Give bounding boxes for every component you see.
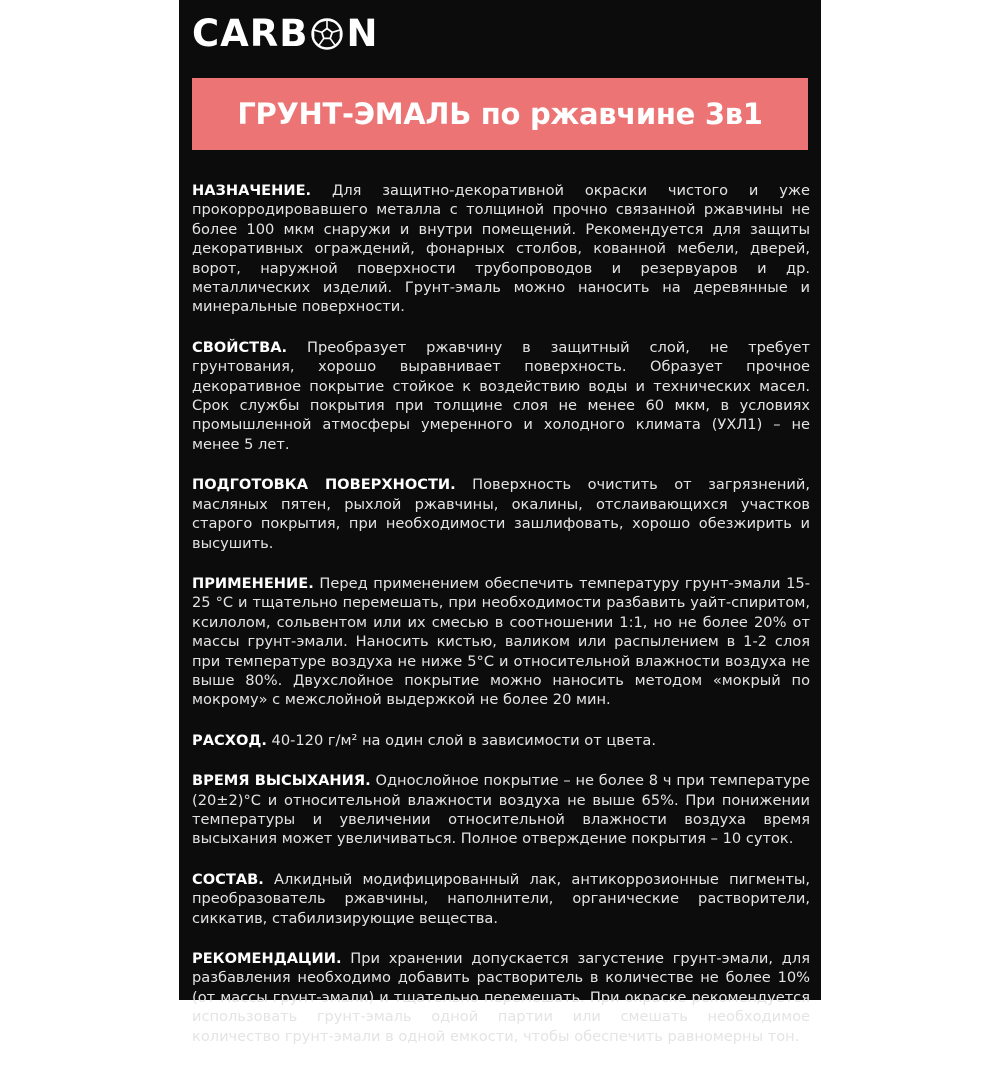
section-drying-time xyxy=(192,771,810,849)
section-text: Для защитно-декоративной окраски чистого и уже прокорродировавшего металла с толщиной прочно связанной ржавчины не более 100 мкм снаружи и внутри помещений. Рекомендуется для защиты декоративных ограждений, фонарных столбов, кованной мебели, дверей, ворот, наружной поверхности трубопроводов и резервуаров и др. металлических изделий. Грунт-эмаль можно наносить на деревянные и минеральные поверхности. xyxy=(192,182,810,316)
description-body xyxy=(192,181,810,1067)
section-heading: ВРЕМЯ ВЫСЫХАНИЯ. xyxy=(192,772,371,790)
carbon-logo xyxy=(192,12,378,56)
section-text: Преобразует ржавчину в защитный слой, не требует грунтования, хорошо выравнивает поверхность. Образует прочное декоративное покрытие стойкое к воздействию воды и технических масел. Срок службы покрытия при толщине слоя не менее 60 мкм, в условиях промышленной атмосферы умеренного и холодного климата (УХЛ1) – не менее 5 лет. xyxy=(192,338,811,453)
logo-text-end: N xyxy=(346,12,379,55)
title-banner xyxy=(192,78,808,150)
section-heading: СВОЙСТВА. xyxy=(192,338,288,356)
section-consumption xyxy=(192,731,810,750)
logo-text-start: CARB xyxy=(192,12,309,55)
soccer-ball-icon xyxy=(310,17,344,51)
section-application xyxy=(192,574,810,710)
section-recommendations xyxy=(192,949,810,1046)
section-heading: ПОДГОТОВКА ПОВЕРХНОСТИ. xyxy=(192,476,456,494)
section-properties xyxy=(192,338,810,454)
section-heading: ПРИМЕНЕНИЕ. xyxy=(192,574,314,592)
section-heading: НАЗНАЧЕНИЕ. xyxy=(192,182,312,199)
section-heading: СОСТАВ. xyxy=(192,870,264,888)
section-heading: РЕКОМЕНДАЦИИ. xyxy=(192,950,342,967)
product-title: ГРУНТ-ЭМАЛЬ по ржавчине 3в1 xyxy=(237,97,763,131)
section-purpose xyxy=(192,181,810,317)
section-text: Поверхность очистить от загрязнений, масляных пятен, рыхлой ржавчины, окалины, отслаивающихся участков старого покрытия, при необходимости зашлифовать, хорошо обезжирить и высушить. xyxy=(192,476,810,552)
section-text: Однослойное покрытие – не более 8 ч при температуре (20±2)°С и относительной влажности воздуха не выше 65%. При понижении температуры и увеличении относительной влажности воздуха время высыхания может увеличиваться. Полное отверждение покрытия – 10 суток. xyxy=(192,772,811,848)
section-surface-preparation xyxy=(192,475,810,553)
section-text: Перед применением обеспечить температуру грунт-эмали 15-25 °С и тщательно перемешать, при необходимости разбавить уайт-спиритом, ксилолом, сольвентом или их смесью в соотношении 1:1, но не более 20% от массы грунт-эмали. Наносить кистью, валиком или распылением в 1-2 слоя при температуре воздуха не ниже 5°С и относительной влажности воздуха не выше 80%. Двухслойное покрытие можно наносить методом «мокрый по мокрому» с межслойной выдержкой не более 20 мин. xyxy=(192,574,810,709)
label-panel xyxy=(179,0,821,1045)
section-text: Алкидный модифицированный лак, антикоррозионные пигменты, преобразователь ржавчины, наполнители, органические растворители, сиккатив, стабилизирующие вещества. xyxy=(192,870,810,927)
section-heading: РАСХОД. xyxy=(192,731,267,749)
section-text: 40-120 г/м² на один слой в зависимости от цвета. xyxy=(271,731,656,749)
section-composition xyxy=(192,870,810,928)
section-text: При хранении допускается загустение грунт-эмали, для разбавления необходимо добавить растворитель в количестве не более 10% (от массы грунт-эмали) и тщательно перемешать. При окраске рекомендуется использовать грунт-эмаль одной партии или смешать необходимое количество грунт-эмали в одной емкости, чтобы обеспечить равномерны тон. xyxy=(192,950,811,1045)
